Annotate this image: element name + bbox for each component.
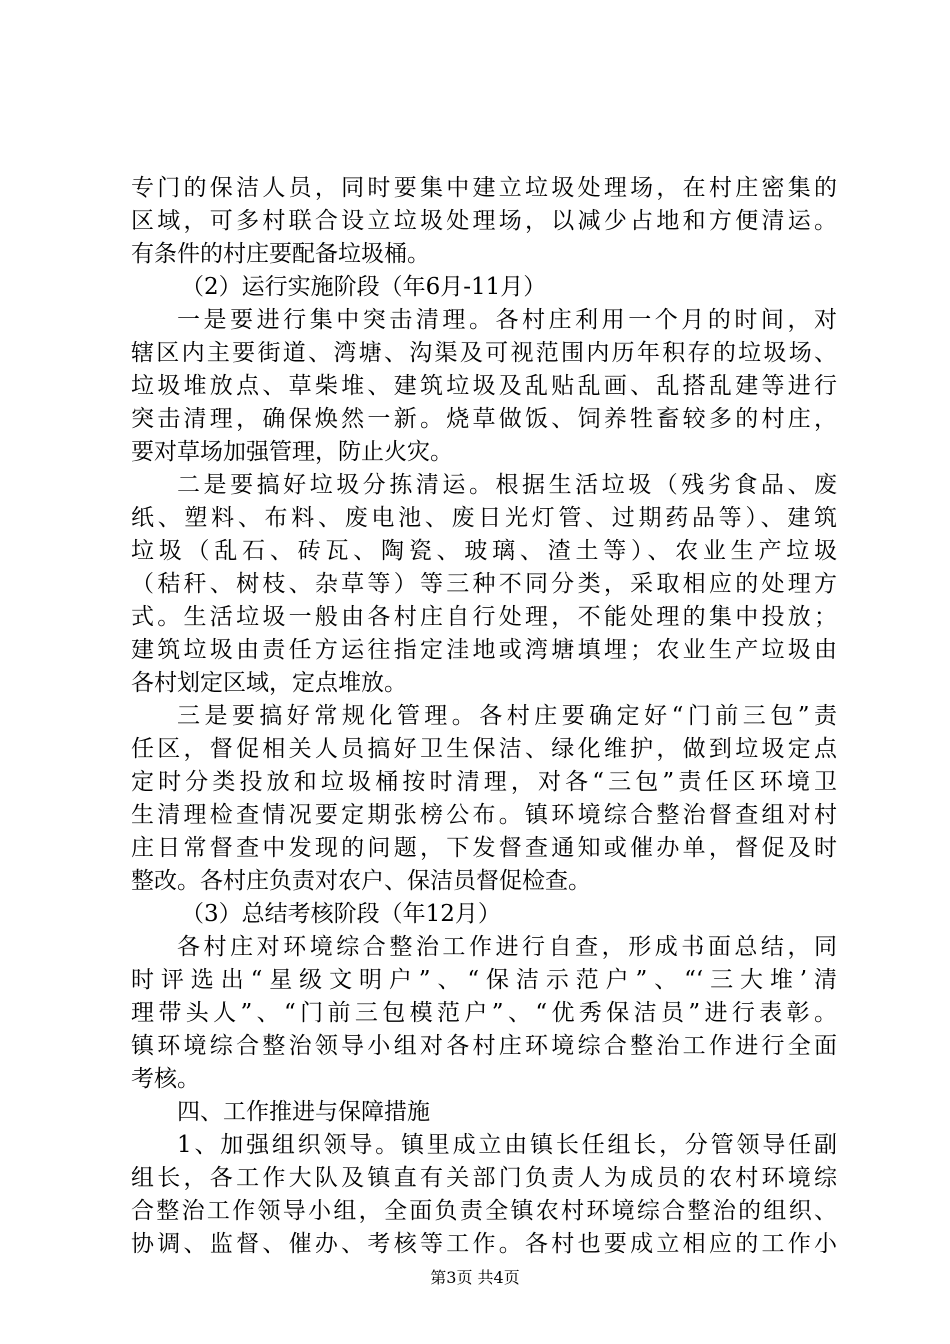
text-line: 定时分类投放和垃圾桶按时清理，对各“三包”责任区环境卫 — [131, 769, 837, 795]
text-line: 突击清理，确保焕然一新。烧草做饭、饲养牲畜较多的村庄， — [131, 406, 837, 432]
text-line: 镇环境综合整治领导小组对各村庄环境综合整治工作进行全面 — [131, 1033, 837, 1059]
text-line: （秸秆、树枝、杂草等）等三种不同分类，采取相应的处理方 — [131, 571, 837, 597]
text-line: 纸、塑料、布料、废电池、废日光灯管、过期药品等）、建筑 — [131, 505, 837, 531]
text-line: 1、加强组织领导。镇里成立由镇长任组长，分管领导任副 — [177, 1132, 837, 1158]
text-line: 整改。各村庄负责对农户、保洁员督促检查。 — [131, 868, 591, 894]
text-line: 任区，督促相关人员搞好卫生保洁、绿化维护，做到垃圾定点 — [131, 736, 837, 762]
page-number-label: 第3页 共4页 — [430, 1268, 520, 1287]
text-line: 垃圾（乱石、砖瓦、陶瓷、玻璃、渣土等）、农业生产垃圾 — [131, 538, 837, 564]
section-heading: 四、工作推进与保障措施 — [177, 1099, 430, 1125]
text-line: 组长，各工作大队及镇直有关部门负责人为成员的农村环境综 — [131, 1165, 837, 1191]
text-line: 考核。 — [131, 1066, 200, 1092]
section-heading: （3）总结考核阶段（年12月） — [181, 901, 501, 927]
text-line: 各村划定区域，定点堆放。 — [131, 670, 407, 696]
text-line: 庄日常督查中发现的问题，下发督查通知或催办单，督促及时 — [131, 835, 837, 861]
text-line: 区域，可多村联合设立垃圾处理场，以减少占地和方便清运。 — [131, 208, 837, 234]
text-line: 有条件的村庄要配备垃圾桶。 — [131, 241, 430, 267]
section-heading: （2）运行实施阶段（年6月-11月） — [181, 274, 547, 300]
text-line: 合整治工作领导小组，全面负责全镇农村环境综合整治的组织、 — [131, 1198, 837, 1224]
text-line: 理带头人”、“门前三包模范户”、“优秀保洁员”进行表彰。 — [131, 1000, 837, 1026]
text-line: 专门的保洁人员，同时要集中建立垃圾处理场，在村庄密集的 — [131, 175, 837, 201]
text-line: 生清理检查情况要定期张榜公布。镇环境综合整治督查组对村 — [131, 802, 837, 828]
text-line: 要对草场加强管理，防止火灾。 — [131, 439, 453, 465]
text-line: 三是要搞好常规化管理。各村庄要确定好“门前三包”责 — [177, 703, 837, 729]
text-line: 二是要搞好垃圾分拣清运。根据生活垃圾（残劣食品、废 — [177, 472, 837, 498]
text-line: 式。生活垃圾一般由各村庄自行处理，不能处理的集中投放； — [131, 604, 837, 630]
text-line: 各村庄对环境综合整治工作进行自查，形成书面总结，同 — [177, 934, 837, 960]
text-line: 时评选出“星级文明户”、“保洁示范户”、“‘三大堆’清 — [131, 967, 837, 993]
text-line: 协调、监督、催办、考核等工作。各村也要成立相应的工作小 — [131, 1231, 837, 1257]
text-line: 建筑垃圾由责任方运往指定洼地或湾塘填埋；农业生产垃圾由 — [131, 637, 837, 663]
text-line: 一是要进行集中突击清理。各村庄利用一个月的时间，对 — [177, 307, 837, 333]
page-footer — [0, 1268, 950, 1288]
text-line: 垃圾堆放点、草柴堆、建筑垃圾及乱贴乱画、乱搭乱建等进行 — [131, 373, 837, 399]
text-line: 辖区内主要街道、湾塘、沟渠及可视范围内历年积存的垃圾场、 — [131, 340, 837, 366]
body-text — [131, 172, 837, 1261]
